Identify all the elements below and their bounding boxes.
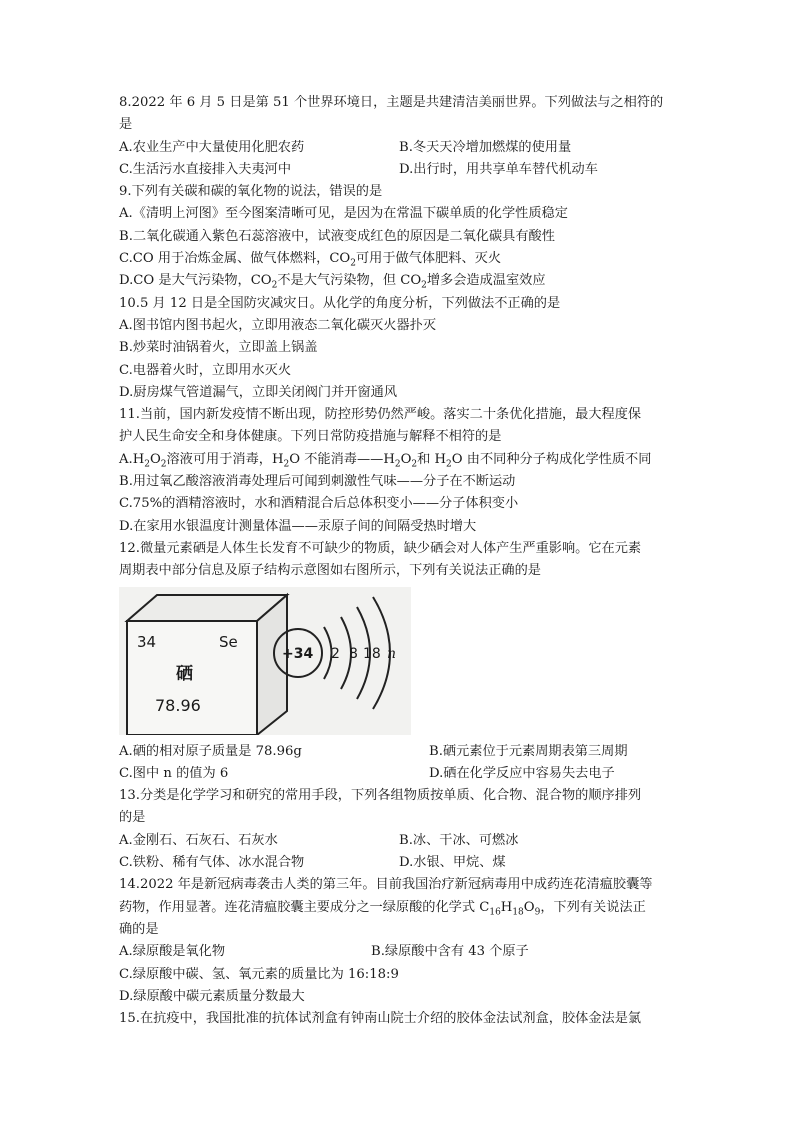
shell-electrons-2: 8 <box>349 645 358 662</box>
option-b: B.用过氧乙酸溶液消毒处理后可闻到刺激性气味——分子在不断运动 <box>119 474 516 490</box>
atomic-mass: 78.96 <box>155 695 201 715</box>
question-stem: 的是 <box>119 810 146 826</box>
option-c: C.铁粉、稀有气体、冰水混合物 <box>119 855 305 871</box>
question-stem: 是 <box>119 117 133 133</box>
option-b: B.二氧化碳通入紫色石蕊溶液中，试液变成红色的原因是二氧化碳具有酸性 <box>119 228 555 244</box>
question-12 <box>119 538 679 785</box>
question-14 <box>119 874 679 1008</box>
option-d: D.CO 是大气污染物，$CO_2$不是大气污染物，但 $CO_2$增多会造成温室效应 <box>119 273 546 292</box>
question-stem: 药物，作用显著。连花清瘟胶囊主要成分之一绿原酸的化学式 $C_{16}H_{18}O_9$，下列有关说法正 <box>119 899 646 918</box>
option-b: B.炒菜时油锅着火，立即盖上锅盖 <box>119 340 318 356</box>
option-a: A.绿原酸是氧化物 <box>119 944 226 960</box>
atomic-number: 34 <box>137 632 157 651</box>
question-stem: 10.5 月 12 日是全国防灾减灾日。从化学的角度分析，下列做法不正确的是 <box>119 295 561 311</box>
option-c: C.生活污水直接排入夫夷河中 <box>119 161 292 177</box>
question-stem: 14.2022 年是新冠病毒袭击人类的第三年。目前我国治疗新冠病毒用中成药连花清瘟胶囊等 <box>119 877 653 893</box>
question-stem: 周期表中部分信息及原子结构示意图如右图所示，下列有关说法正确的是 <box>119 563 541 579</box>
periodic-table-cell <box>127 595 287 735</box>
option-a: A.硒的相对原子质量是 78.96g <box>119 743 302 759</box>
element-symbol: Se <box>219 632 238 651</box>
question-list <box>119 92 679 1030</box>
shell-electrons-1: 2 <box>331 645 340 662</box>
nucleus-charge: +34 <box>282 645 314 662</box>
question-8 <box>119 92 679 181</box>
question-stem: 15.在抗疫中，我国批准的抗体试剂盒有钟南山院士介绍的胶体金法试剂盒，胶体金法是氯 <box>119 1011 642 1027</box>
option-a: A.农业生产中大量使用化肥农药 <box>119 139 305 155</box>
option-c: C.电器着火时，立即用水灭火 <box>119 362 292 378</box>
shell-electrons-3: 18 <box>363 645 381 662</box>
option-a: A.金刚石、石灰石、石灰水 <box>119 832 278 848</box>
question-stem: 11.当前，国内新发疫情不断出现，防控形势仍然严峻。落实二十条优化措施，最大程度保 <box>119 407 642 423</box>
option-b: B.硒元素位于元素周期表第三周期 <box>429 743 628 759</box>
option-b: B.绿原酸中含有 43 个原子 <box>371 944 529 960</box>
option-c: C.绿原酸中碳、氢、氧元素的质量比为 16:18:9 <box>119 966 399 982</box>
question-11 <box>119 404 679 538</box>
question-stem: 13.分类是化学学习和研究的常用手段，下列各组物质按单质、化合物、混合物的顺序排列 <box>119 788 642 804</box>
option-d: D.在家用水银温度计测量体温——汞原子间的间隔受热时增大 <box>119 518 477 534</box>
option-c: C.75%的酒精溶液时，水和酒精混合后总体积变小——分子体积变小 <box>119 496 519 512</box>
selenium-figure <box>119 587 411 735</box>
option-d: D.水银、甲烷、煤 <box>399 855 506 871</box>
question-stem: 8.2022 年 6 月 5 日是第 51 个世界环境日，主题是共建清洁美丽世界。下列做法与之相符的 <box>119 95 664 110</box>
option-d: D.绿原酸中碳元素质量分数最大 <box>119 988 305 1004</box>
shell-electrons-4: n <box>387 645 397 662</box>
option-c: C.图中 n 的值为 6 <box>119 765 229 781</box>
question-stem: 12.微量元素硒是人体生长发育不可缺少的物质，缺少硒会对人体产生严重影响。它在元素 <box>119 540 642 556</box>
question-stem: 护人民生命安全和身体健康。下列日常防疫措施与解释不相符的是 <box>119 429 502 445</box>
option-d: D.硒在化学反应中容易失去电子 <box>429 765 615 781</box>
question-13 <box>119 785 679 874</box>
element-name: 硒 <box>176 663 193 684</box>
option-a: A.《清明上河图》至今图案清晰可见，是因为在常温下碳单质的化学性质稳定 <box>119 206 568 222</box>
question-stem: 9.下列有关碳和碳的氧化物的说法，错误的是 <box>119 184 383 200</box>
question-stem: 确的是 <box>119 921 159 937</box>
question-10 <box>119 293 679 404</box>
option-a: $A.H_2O_2$溶液可用于消毒，$H_2O$ 不能消毒$——H_2O_2$和 $H_2O$ 由不同种分子构成化学性质不同 <box>119 451 652 470</box>
option-c: C.CO 用于冶炼金属、做气体燃料，$CO_2$可用于做气体肥料、灭火 <box>119 251 502 269</box>
option-a: A.图书馆内图书起火，立即用液态二氧化碳灭火器扑灭 <box>119 317 437 333</box>
option-b: B.冰、干冰、可燃冰 <box>399 832 519 848</box>
option-b: B.冬天天冷增加燃煤的使用量 <box>399 139 572 155</box>
option-d: D.出行时，用共享单车替代机动车 <box>399 161 598 177</box>
question-9 <box>119 181 679 292</box>
option-d: D.厨房煤气管道漏气，立即关闭阀门并开窗通风 <box>119 384 398 400</box>
question-15 <box>119 1008 679 1030</box>
